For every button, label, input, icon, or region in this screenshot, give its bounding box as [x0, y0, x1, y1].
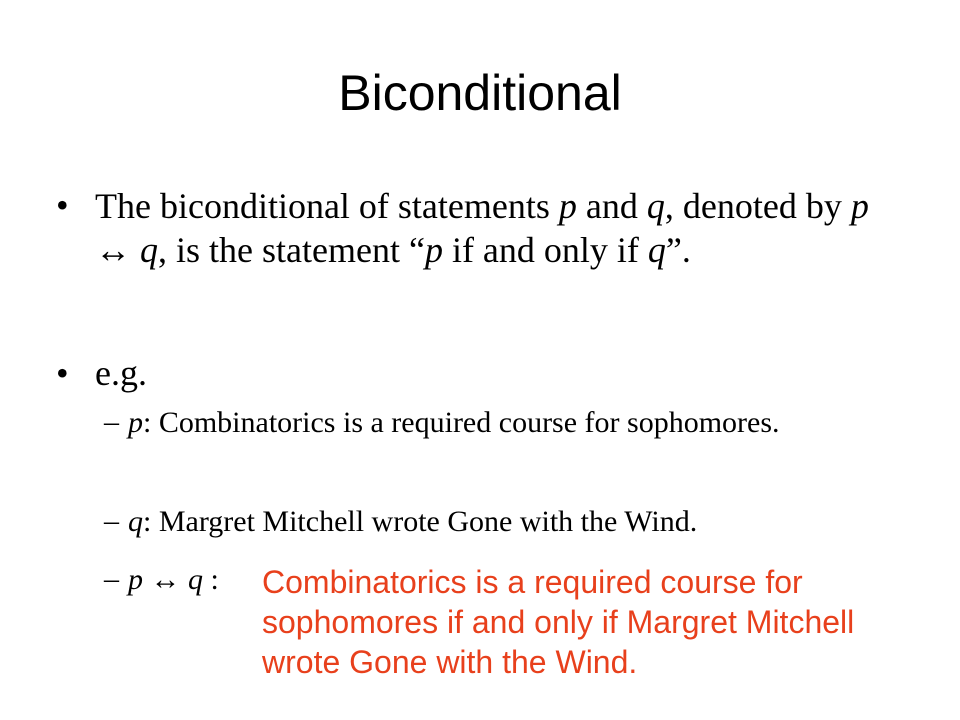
bullet-marker: • [56, 185, 69, 225]
sub-item-p [128, 404, 808, 442]
var-p: p [558, 186, 577, 226]
sub-item-marker: – [104, 562, 119, 595]
bullet-marker: • [56, 353, 69, 393]
example-label: e.g. [95, 353, 147, 393]
sub-item-text: : [203, 563, 219, 596]
var-p: p [424, 230, 443, 270]
sub-item-text: : Margret Mitchell wrote Gone with the Wind. [143, 505, 698, 538]
var-q: q [646, 186, 665, 226]
sub-item-q [128, 503, 697, 541]
text-segment: if and only if [442, 230, 648, 270]
text-segment: and [576, 186, 647, 226]
var-p-iff-q: p ↔ q [95, 186, 869, 270]
var-p-iff-q: p ↔ q [128, 563, 203, 596]
sub-item-marker: – [104, 405, 119, 438]
var-q: q [647, 230, 666, 270]
sub-item-text: : Combinatorics is a required course for sophomores. [143, 406, 780, 439]
var-q: q [128, 505, 143, 538]
definition-text [95, 184, 875, 272]
sub-item-marker: – [104, 504, 119, 537]
text-segment: , is the statement “ [158, 230, 425, 270]
slide-title: Biconditional [338, 65, 622, 121]
text-segment: ”. [665, 230, 691, 270]
text-segment: The biconditional of statements [95, 186, 559, 226]
sub-item-p-iff-q [128, 561, 219, 599]
biconditional-answer: Combinatorics is a required course for sophomores if and only if Margret Mitchell wrote Gone with the Wind. [262, 564, 855, 680]
var-p: p [128, 406, 143, 439]
text-segment: , denoted by [664, 186, 851, 226]
